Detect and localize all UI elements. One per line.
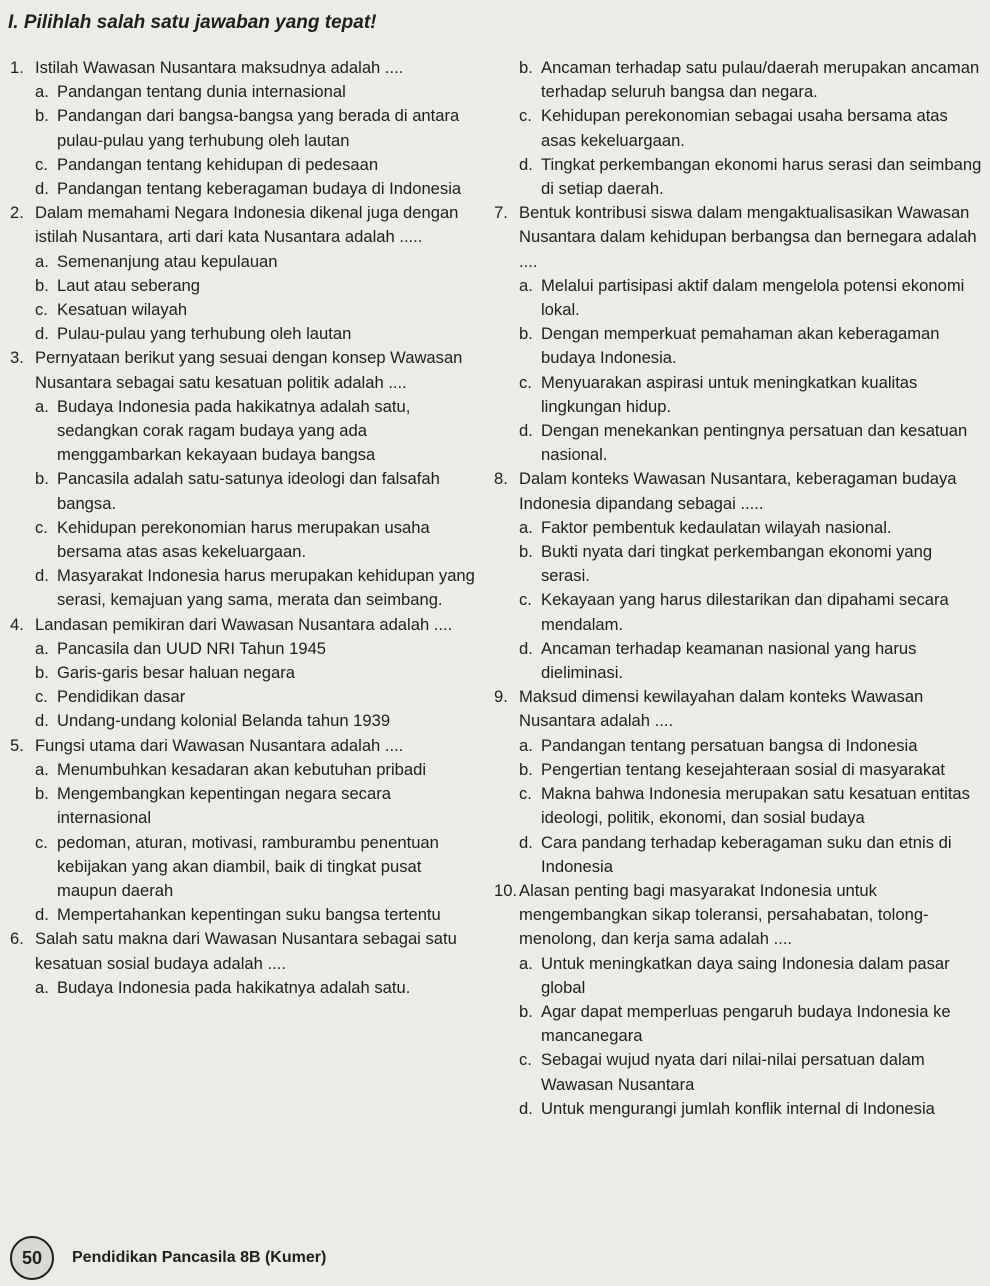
answer-option[interactable] [10,153,480,177]
question-stem [10,201,480,249]
answer-option[interactable] [494,371,984,419]
answer-option[interactable] [10,80,480,104]
answer-option[interactable] [494,322,984,370]
answer-option[interactable] [494,952,984,1000]
option-text: Kehidupan perekonomian sebagai usaha bersama atas asas kekeluargaan. [541,106,948,150]
question-block [494,467,984,685]
question-stem [10,734,480,758]
question-text: Maksud dimensi kewilayahan dalam konteks Wawasan Nusantara adalah .... [519,687,924,731]
answer-option[interactable] [494,831,984,879]
option-text: Pandangan tentang persatuan bangsa di Indonesia [541,735,918,755]
answer-option[interactable] [10,298,480,322]
question-block [10,56,480,201]
question-block [10,613,480,734]
option-letter: a. [35,396,49,416]
option-letter: a. [519,275,533,295]
question-text: Bentuk kontribusi siswa dalam mengaktualisasikan Wawasan Nusantara dalam kehidupan berbangsa dan bernegara adalah .... [519,203,977,271]
option-letter: b. [35,663,49,683]
option-letter: a. [519,953,533,973]
question-number: 8. [494,469,508,489]
answer-option[interactable] [494,274,984,322]
option-letter: d. [35,711,49,731]
question-text: Fungsi utama dari Wawasan Nusantara adalah .... [35,735,404,755]
option-letter: d. [519,154,533,174]
page-number-badge: 50 [10,1236,54,1280]
question-stem [10,927,480,975]
answer-option[interactable] [494,637,984,685]
question-number: 2. [10,203,24,223]
question-stem [494,201,984,274]
answer-option[interactable] [10,395,480,468]
option-text: Pandangan tentang dunia internasional [57,82,346,102]
option-text: Menyuarakan aspirasi untuk meningkatkan kualitas lingkungan hidup. [541,372,918,416]
option-text: pedoman, aturan, motivasi, ramburambu penentuan kebijakan yang akan diambil, baik di tingkat pusat maupun daerah [57,832,439,900]
answer-option[interactable] [10,274,480,298]
question-text: Salah satu makna dari Wawasan Nusantara sebagai satu kesatuan sosial budaya adalah .... [35,929,457,973]
option-letter: c. [519,590,532,610]
answer-option[interactable] [494,1097,984,1121]
option-text: Masyarakat Indonesia harus merupakan kehidupan yang serasi, kemajuan yang sama, merata dan seimbang. [57,566,475,610]
option-text: Laut atau seberang [57,275,201,295]
answer-option[interactable] [494,516,984,540]
option-letter: b. [519,1001,533,1021]
option-text: Budaya Indonesia pada hakikatnya adalah satu. [57,977,411,997]
answer-option[interactable] [494,734,984,758]
question-number: 6. [10,929,24,949]
question-number: 9. [494,687,508,707]
answer-option[interactable] [10,516,480,564]
option-text: Mempertahankan kepentingan suku bangsa tertentu [57,905,441,925]
option-text: Undang-undang kolonial Belanda tahun 1939 [57,711,391,731]
question-stem [494,685,984,733]
answer-option[interactable] [494,56,984,104]
option-text: Bukti nyata dari tingkat perkembangan ekonomi yang serasi. [541,542,933,586]
answer-option[interactable] [494,758,984,782]
question-number: 10. [494,880,518,900]
option-letter: a. [35,251,49,271]
option-letter: d. [35,566,49,586]
option-text: Budaya Indonesia pada hakikatnya adalah satu, sedangkan corak ragam budaya yang ada menggambarkan kekayaan budaya bangsa [57,396,411,465]
answer-option[interactable] [494,104,984,152]
answer-option[interactable] [494,782,984,830]
question-block [10,346,480,612]
question-number: 4. [10,614,24,634]
option-text: Untuk mengurangi jumlah konflik internal di Indonesia [541,1098,935,1118]
answer-option[interactable] [494,1000,984,1048]
option-text: Pengertian tentang kesejahteraan sosial di masyarakat [541,759,946,779]
left-column [10,56,480,1000]
option-text: Pandangan tentang keberagaman budaya di Indonesia [57,179,462,199]
option-letter: b. [35,784,49,804]
answer-option[interactable] [10,758,480,782]
question-text: Alasan penting bagi masyarakat Indonesia untuk mengembangkan sikap toleransi, persahabatan, tolong-menolong, dan kerja sama adalah .... [519,880,929,949]
question-stem [494,467,984,515]
option-text: Pandangan dari bangsa-bangsa yang berada di antara pulau-pulau yang terhubung oleh lautan [57,106,460,150]
answer-option[interactable] [10,903,480,927]
right-column [494,56,984,1121]
option-letter: d. [35,179,49,199]
question-number: 7. [494,203,508,223]
option-text: Dengan memperkuat pemahaman akan keberagaman budaya Indonesia. [541,324,940,368]
answer-option[interactable] [494,419,984,467]
option-letter: c. [35,832,48,852]
section-title: I. Pilihlah salah satu jawaban yang tepat! [8,12,377,33]
option-letter: c. [519,784,532,804]
option-text: Dengan menekankan pentingnya persatuan dan kesatuan nasional. [541,421,968,465]
option-text: Sebagai wujud nyata dari nilai-nilai persatuan dalam Wawasan Nusantara [541,1050,925,1094]
question-text: Dalam konteks Wawasan Nusantara, keberagaman budaya Indonesia dipandang sebagai ..... [519,469,957,513]
option-letter: d. [519,832,533,852]
option-text: Pandangan tentang kehidupan di pedesaan [57,154,379,174]
question-text: Landasan pemikiran dari Wawasan Nusantara adalah .... [35,614,453,634]
question-block [494,201,984,467]
option-text: Semenanjung atau kepulauan [57,251,278,271]
option-letter: d. [35,905,49,925]
option-text: Pulau-pulau yang terhubung oleh lautan [57,324,352,344]
answer-option[interactable] [10,661,480,685]
option-text: Mengembangkan kepentingan negara secara internasional [57,784,391,828]
question-text: Istilah Wawasan Nusantara maksudnya adalah .... [35,58,404,77]
question-stem [10,346,480,394]
option-letter: c. [35,517,48,537]
answer-option[interactable] [10,322,480,346]
option-letter: b. [519,58,533,77]
option-letter: c. [519,106,532,126]
answer-option[interactable] [494,588,984,636]
answer-option[interactable] [10,831,480,904]
option-letter: b. [35,106,49,126]
question-block [494,879,984,1121]
option-text: Agar dapat memperluas pengaruh budaya Indonesia ke mancanegara [541,1001,951,1046]
option-text: Ancaman terhadap keamanan nasional yang harus dieliminasi. [541,638,917,683]
question-number: 1. [10,58,24,77]
answer-option[interactable] [494,540,984,588]
answer-option[interactable] [494,1048,984,1096]
option-letter: b. [35,275,49,295]
question-block [10,201,480,346]
option-letter: a. [519,517,533,537]
option-letter: d. [519,638,533,658]
option-text: Pendidikan dasar [57,687,186,707]
answer-option[interactable] [10,467,480,515]
option-text: Pancasila adalah satu-satunya ideologi dan falsafah bangsa. [57,469,440,513]
question-block [494,56,984,201]
answer-option[interactable] [494,153,984,201]
option-letter: d. [35,324,49,344]
option-text: Ancaman terhadap satu pulau/daerah merupakan ancaman terhadap seluruh bangsa dan negara. [541,58,980,102]
answer-option[interactable] [10,782,480,830]
question-block [494,685,984,879]
answer-option[interactable] [10,104,480,152]
answer-option[interactable] [10,177,480,201]
question-block [10,927,480,1000]
option-letter: a. [35,638,49,658]
option-text: Pancasila dan UUD NRI Tahun 1945 [57,638,327,658]
option-letter: c. [519,372,532,392]
question-text: Pernyataan berikut yang sesuai dengan konsep Wawasan Nusantara sebagai satu kesatuan politik adalah .... [35,348,463,392]
page-footer [10,1236,410,1280]
option-letter: c. [35,300,48,320]
option-letter: c. [519,1050,532,1070]
answer-option[interactable] [10,250,480,274]
book-title: Pendidikan Pancasila 8B (Kumer) [72,1249,327,1266]
question-number: 3. [10,348,24,368]
option-letter: d. [519,1098,533,1118]
answer-option[interactable] [10,637,480,661]
answer-option[interactable] [10,685,480,709]
option-text: Kehidupan perekonomian harus merupakan usaha bersama atas asas kekeluargaan. [57,517,430,562]
option-letter: d. [519,421,533,441]
answer-option[interactable] [10,564,480,612]
option-text: Makna bahwa Indonesia merupakan satu kesatuan entitas ideologi, politik, ekonomi, dan sosial budaya [541,784,970,828]
option-letter: a. [35,759,49,779]
option-text: Cara pandang terhadap keberagaman suku dan etnis di Indonesia [541,832,952,876]
option-text: Faktor pembentuk kedaulatan wilayah nasional. [541,517,892,537]
option-letter: b. [519,324,533,344]
question-text: Dalam memahami Negara Indonesia dikenal juga dengan istilah Nusantara, arti dari kata Nusantara adalah ..... [35,203,459,247]
option-letter: c. [35,687,48,707]
question-stem [494,879,984,952]
question-stem [10,56,480,80]
option-text: Garis-garis besar haluan negara [57,663,295,683]
option-letter: a. [519,735,533,755]
question-number: 5. [10,735,24,755]
option-letter: c. [35,154,48,174]
option-text: Untuk meningkatkan daya saing Indonesia dalam pasar global [541,953,950,997]
option-letter: b. [519,542,533,562]
option-letter: b. [519,759,533,779]
question-block [10,734,480,928]
option-letter: a. [35,82,49,102]
option-letter: b. [35,469,49,489]
option-letter: a. [35,977,49,997]
answer-option[interactable] [10,709,480,733]
option-text: Kekayaan yang harus dilestarikan dan dipahami secara mendalam. [541,590,949,634]
answer-option[interactable] [10,976,480,1000]
option-text: Menumbuhkan kesadaran akan kebutuhan pribadi [57,759,427,779]
option-text: Kesatuan wilayah [57,300,188,320]
option-text: Melalui partisipasi aktif dalam mengelola potensi ekonomi lokal. [541,275,965,320]
question-stem [10,613,480,637]
option-text: Tingkat perkembangan ekonomi harus serasi dan seimbang di setiap daerah. [541,154,982,199]
